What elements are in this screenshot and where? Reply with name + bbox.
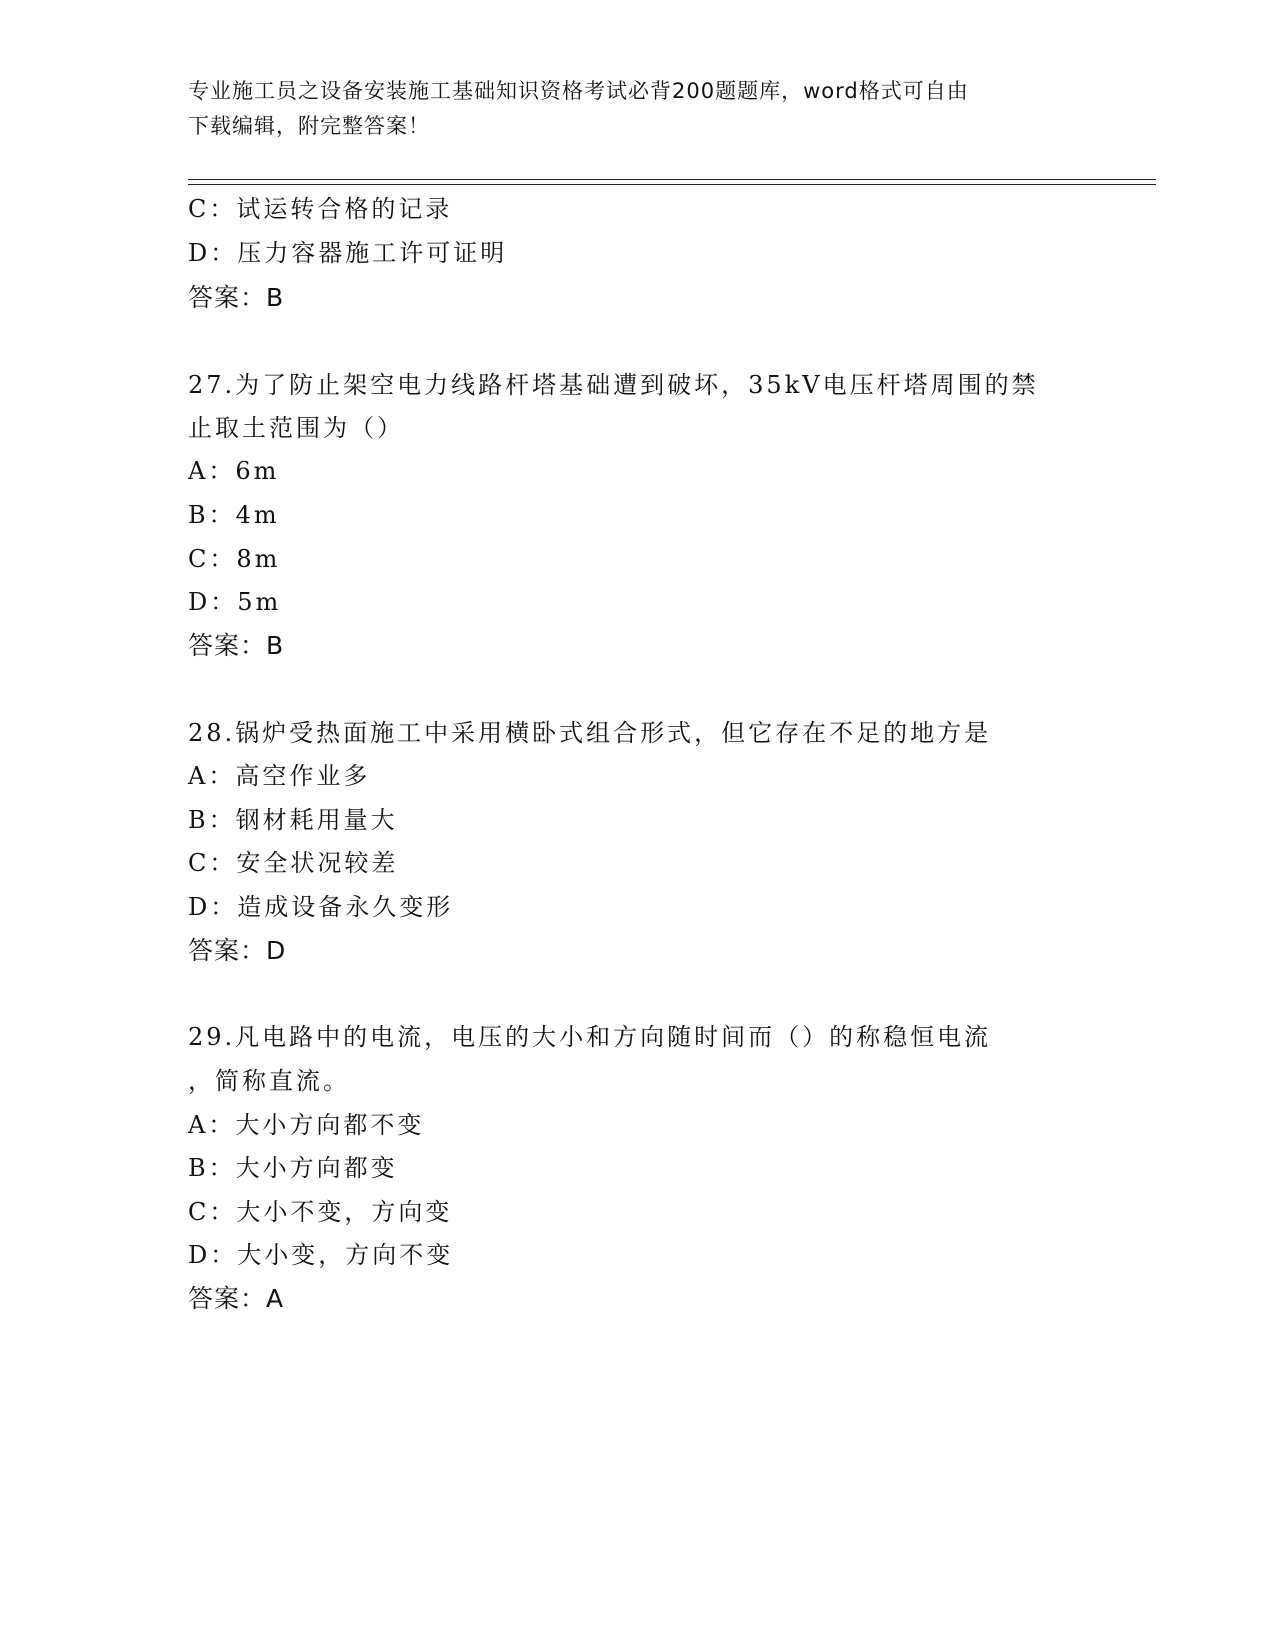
q27-stem-line1: 27.为了防止架空电力线路杆塔基础遭到破坏，35kV电压杆塔周围的禁 (188, 371, 1039, 399)
q27-option-c: C：8m (188, 545, 281, 573)
q27-stem-line2: 止取土范围为（） (188, 414, 404, 442)
document-header: 专业施工员之设备安装施工基础知识资格考试必背200题题库，word格式可自由 下载编辑，附完整答案！ (188, 79, 969, 138)
q28-option-d: D：造成设备永久变形 (188, 893, 454, 921)
q29-option-a: A：大小方向都不变 (188, 1111, 425, 1139)
q29-answer: 答案：A (188, 1284, 285, 1313)
q27-answer: 答案：B (188, 631, 285, 660)
q28-option-c: C：安全状况较差 (188, 849, 399, 877)
q28-answer: 答案：D (188, 936, 287, 965)
q29-option-b: B：大小方向都变 (188, 1154, 398, 1182)
header-divider-bottom (188, 184, 1156, 185)
header-divider-top (188, 179, 1156, 180)
q27-option-a: A：6m (188, 457, 280, 485)
q28-option-a: A：高空作业多 (188, 762, 371, 790)
q26-option-d: D：压力容器施工许可证明 (188, 239, 508, 267)
q27-option-b: B：4m (188, 501, 280, 529)
q27-option-d: D：5m (188, 588, 282, 616)
q26-answer: 答案：B (188, 283, 285, 312)
q29-option-c: C：大小不变，方向变 (188, 1198, 453, 1226)
q29-option-d: D：大小变，方向不变 (188, 1241, 454, 1269)
q26-option-c: C：试运转合格的记录 (188, 195, 453, 223)
q29-stem-line1: 29.凡电路中的电流，电压的大小和方向随时间而（）的称稳恒电流 (188, 1023, 992, 1051)
q29-stem-line2: ，简称直流。 (188, 1067, 350, 1095)
q28-stem-line1: 28.锅炉受热面施工中采用横卧式组合形式，但它存在不足的地方是 (188, 719, 992, 747)
q28-option-b: B：钢材耗用量大 (188, 806, 398, 834)
